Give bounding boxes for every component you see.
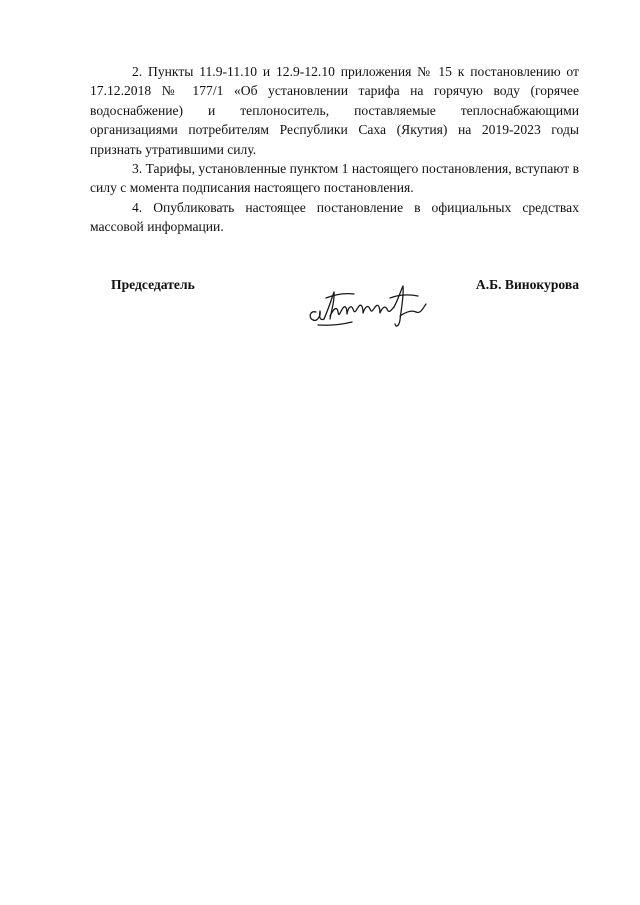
handwritten-signature [304,282,439,332]
paragraph-item-2: 2. Пункты 11.9-11.10 и 12.9-12.10 приложения № 15 к постановлению от 17.12.2018 № 177/1 «Об установлении тарифа на горячую воду (горячее водоснабжение) и теплоноситель, поставляемые теплоснабжающими организациями потребителям Республики Саха (Якутия) на 2019-2023 годы признать утратившими силу. [90,64,579,157]
signatory-title: Председатель [111,277,195,292]
signature-block [90,276,579,336]
document-body [90,62,579,237]
paragraph-item-4: 4. Опубликовать настоящее постановление в официальных средствах массовой информации. [90,199,579,235]
signatory-name: А.Б. Винокурова [475,277,579,292]
paragraph-item-3: 3. Тарифы, установленные пунктом 1 настоящего постановления, вступают в силу с момента подписания настоящего постановления. [90,161,579,196]
